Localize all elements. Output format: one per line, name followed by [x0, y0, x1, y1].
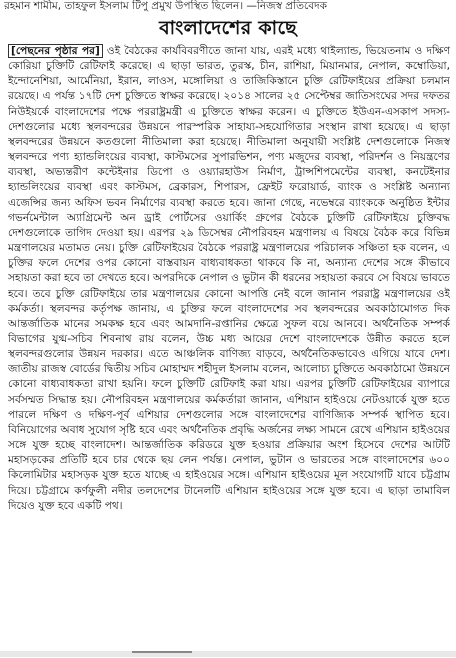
article-headline: বাংলাদেশের কাছে	[159, 17, 297, 39]
article-body	[8, 44, 450, 648]
article-text: ওই বৈঠকের কার্যবিবরণীতে জানা যায়, এরই মধ্যে থাইল্যান্ড, ভিয়েতনাম ও দক্ষিণ কোরিয়া চুক্তিটি রেটিফাই করেছে। এ ছাড়া ভারত, তুরস্ক, চীন, রাশিয়া, মিয়ানমার, নেপাল, কম্বোডিয়া, ইন্দোনেশিয়া, আর্মেনিয়া, ইরান, লাওস, মঙ্গোলিয়া ও তাজিকিস্তানে চুক্তি রেটিফাইয়ের প্রক্রিয়া চলমান রয়েছে। এ পর্যন্ত ১৭টি দেশ চুক্তিতে স্বাক্ষর করেছে। ২০১৪ সালের ২৫ সেপ্টেম্বর জাতিসংঘের সদর দফতর নিউইয়র্কে বাংলাদেশের পক্ষে পররাষ্ট্রমন্ত্রী এ চুক্তিতে স্বাক্ষর করেন। এ চুক্তিতে ইউএন-এসকাপ সদস্য-দেশগুলোর মধ্যে স্থলবন্দরের উন্নয়নে পারস্পরিক সাহায্য-সহযোগিতার সংস্থান রাখা হয়েছে। এ ছাড়া স্থলবন্দরের উন্নয়নে কতগুলো নীতিমালা করা হয়েছে। নীতিমালা অনুযায়ী সংশ্লিষ্ট দেশগুলোকে নিজস্ব স্থলবন্দরে পণ্য হ্যান্ডলিংয়ের ব্যবস্থা, কাস্টমসের সুপারভিশন, পণ্য মজুদের ব্যবস্থা, পরিদর্শন ও নিয়ন্ত্রণের ব্যবস্থা, অভ্যন্তরীণ কন্টেইনার ডিপো ও ওয়্যারহাউস নির্মাণ, ট্রান্সশিপমেন্টের ব্যবস্থা, কনটেইনার হ্যান্ডলিংয়ের ব্যবস্থা এবং কাস্টমস, ব্রেকারস, শিপারস, ফ্রেইট ফরোয়ার্ড, ব্যাংক ও সংশ্লিষ্ট অন্যান্য এজেন্সির জন্য অফিস ভবন নির্মাণের ব্যবস্থা করতে হবে। জানা গেছে, নভেম্বরে ব্যাংককে অনুষ্ঠিত ইন্টার গভর্নমেন্টাল অ্যাগ্রিমেন্ট অন ড্রাই পোর্টসের ওয়ার্কিং গ্রুপের বৈঠকে চুক্তিটি রেটিফাইয়ে চুক্তিবদ্ধ দেশগুলোকে তাগিদ দেওয়া হয়। এরপর ২৯ ডিসেম্বর নৌপরিবহন মন্ত্রণালয় এ বিষয়ে বৈঠক করে বিভিন্ন মন্ত্রণালয়ের মতামত নেয়। চুক্তি রেটিফাইয়ের বৈঠকে পররাষ্ট্র মন্ত্রণালয়ের পরিচালক সঞ্চিতা হক বলেন, এ চুক্তির ফলে দেশের ওপর কোনো বাস্তবায়ন বাধ্যবাধকতা থাকবে কি না, অন্যান্য দেশের সঙ্গে কীভাবে সহায়তা করা হবে তা দেখতে হবে। অপরদিকে নেপাল ও ভুটান কী ধরনের সহায়তা করবে সে বিষয়ে ভাবতে হবে। তবে চুক্তি রেটিফাইয়ে তার মন্ত্রণালয়ের কোনো আপত্তি নেই বলে জানান পররাষ্ট্র মন্ত্রণালয়ের ওই কর্মকর্তা। স্থলবন্দর কর্তৃপক্ষ জানায়, এ চুক্তির ফলে বাংলাদেশের সব স্থলবন্দরের অবকাঠামোগত দিক আন্তর্জাতিক মানের সমকক্ষ হবে এবং আমদানি-রপ্তানির ক্ষেত্রে সুফল বয়ে আনবে। অর্থনৈতিক সম্পর্ক বিভাগের যুগ্ম-সচিব শিবনাথ রায় বলেন, উচ্চ মধ্য আয়ের দেশে বাংলাদেশকে উন্নীত করতে হলে স্থলবন্দরগুলোর উন্নয়ন দরকার। এতে আঞ্চলিক বাণিজ্য বাড়বে, অর্থনৈতিকভাবেও এগিয়ে যাবে দেশ। জাতীয় রাজস্ব বোর্ডের দ্বিতীয় সচিব মোহাম্মদ শহীদুল ইসলাম বলেন, আলোচ্য চুক্তিতে অবকাঠামো উন্নয়নে কোনো বাধ্যবাধকতা রাখা হয়নি। ফলে চুক্তিটি রেটিফাই করা যায়। এরপর চুক্তিটি রেটিফাইয়ের ব্যাপারে সর্বসম্মত সিদ্ধান্ত হয়। নৌপরিবহন মন্ত্রণালয়ের কর্মকর্তারা জানান, এশিয়ান হাইওয়ে নেটওয়ার্কে যুক্ত হতে পারলে দক্ষিণ ও দক্ষিণ-পূর্ব এশিয়ার দেশগুলোর সঙ্গে বাংলাদেশের বাণিজ্যিক সম্পর্ক স্থাপিত হবে। বিনিয়োগের অবাধ সুযোগ সৃষ্টি হবে এবং অর্থনৈতিক প্রবৃদ্ধি অর্জনের লক্ষ্য সামনে রেখে এশিয়ান হাইওয়ের সঙ্গে যুক্ত হচ্ছে বাংলাদেশ। আন্তর্জাতিক করিডরে যুক্ত হওয়ার প্রক্রিয়ার অংশ হিসেবে দেশের আটটি মহাসড়কের প্রতিটি হবে চার থেকে ছয় লেন পর্যন্ত। নেপাল, ভুটান ও ভারতের সঙ্গে বাংলাদেশের ৬০০ কিলোমিটার মহাসড়ক যুক্ত হতে যাচ্ছে এ হাইওয়ের সঙ্গে। এশিয়ান হাইওয়ের মূল সংযোগটি যাবে চট্টগ্রাম দিয়ে। চট্টগ্রামে কর্ণফুলী নদীর তলদেশের টানেলটি এশিয়ান হাইওয়ের সঙ্গে যুক্ত হবে। এ ছাড়া তামাবিল দিয়েও যুক্ত হবে একটি পথ।	[8, 45, 450, 512]
bottom-separator	[0, 649, 456, 657]
continued-from-marker: [পেছনের পৃষ্ঠার পর]	[8, 44, 103, 58]
previous-article-tail: রহমান শামীম, তাহফুল ইসলাম টিপু প্রমুখ উপস্থিত ছিলেন। —নিজস্ব প্রতিবেদক	[4, 0, 327, 12]
